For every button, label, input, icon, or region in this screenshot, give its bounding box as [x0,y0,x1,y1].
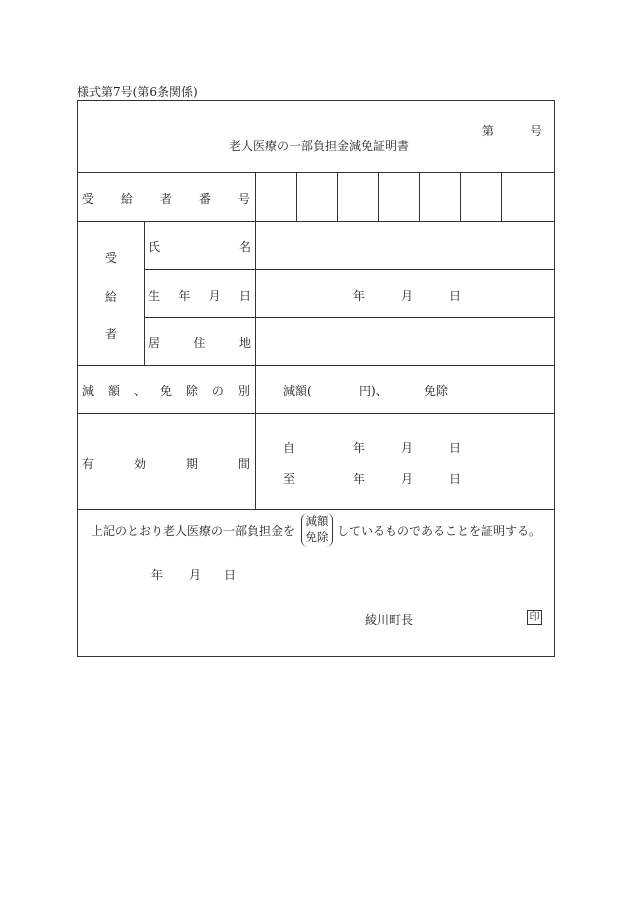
label-char: 日 [238,289,251,303]
label-char: 効 [133,457,146,471]
label-char: 生 [148,289,161,303]
reduction-amount-close: 円)、 [359,384,388,398]
certification-date-month-unit: 月 [189,568,202,582]
row-divider-name [144,269,555,270]
label-char: 、 [133,384,146,398]
label-char: 住 [193,336,206,350]
label-char: 名 [238,240,251,254]
label-char: 間 [237,457,250,471]
label-char: 期 [185,457,198,471]
reduction-amount-open: 減額( [283,384,312,398]
label-char: 番 [198,192,211,206]
issuer-name: 綾川町長 [365,613,414,627]
bracket-option-reduction: 減額 [305,514,329,528]
birth-year-unit: 年 [353,289,366,303]
label-char: 地 [238,336,251,350]
certification-text-after: しているものであることを証明する。 [337,524,542,538]
label-char: 氏 [148,240,161,254]
certificate-number [482,122,542,139]
certificate-title: 老人医療の一部負担金減免証明書 [229,139,410,153]
label-char: 給 [120,192,133,206]
row-divider-header [77,172,555,173]
validity-to: 至 [283,472,296,486]
number-box-divider [460,172,461,221]
seal-mark: 印 [527,610,542,625]
row-divider-recipient [77,365,555,366]
recipient-number-label [82,190,250,207]
label-char: 居 [148,336,161,350]
validity-from: 自 [283,441,296,455]
label-char: 除 [185,384,198,398]
row-divider-birthdate [144,317,555,318]
label-char: 者 [159,192,172,206]
label-char: 有 [82,457,95,471]
label-char: 年 [178,289,191,303]
number-box-divider [378,172,379,221]
reduction-type-label [82,382,250,399]
address-label [148,334,251,351]
certification-date-day-unit: 日 [224,568,237,582]
birth-month-unit: 月 [401,289,414,303]
label-char: 免 [159,384,172,398]
label-char: 減 [82,384,95,398]
label-char: 額 [107,384,120,398]
number-box-divider [419,172,420,221]
validity-period-label [82,455,250,472]
name-label [148,238,251,255]
exemption-option: 免除 [424,384,449,398]
row-divider-recipient-number [77,221,555,222]
recipient-group-divider [144,221,145,365]
label-column-divider [255,172,256,509]
bracket-option-exemption: 免除 [305,530,329,544]
number-box-divider [501,172,502,221]
certificate-number-suffix: 号 [529,124,542,138]
birthdate-label [148,287,251,304]
reduction-exemption-bracket [301,513,333,547]
label-char: 月 [208,289,221,303]
number-box-divider [337,172,338,221]
label-char: 受 [82,192,95,206]
birth-day-unit: 日 [449,289,462,303]
validity-from-year-unit: 年 [353,441,366,455]
row-divider-validity [77,509,555,510]
label-char: の [211,384,224,398]
certificate-number-prefix: 第 [482,124,495,138]
certification-date-year-unit: 年 [151,568,164,582]
recipient-group-char: 給 [105,290,118,304]
recipient-group-char: 者 [105,327,118,341]
label-char: 別 [237,384,250,398]
row-divider-reduction [77,413,555,414]
validity-from-day-unit: 日 [449,441,462,455]
validity-to-month-unit: 月 [401,472,414,486]
label-char: 号 [237,192,250,206]
recipient-group-char: 受 [105,251,118,265]
certificate-frame [77,100,555,657]
validity-to-year-unit: 年 [353,472,366,486]
certification-text-before: 上記のとおり老人医療の一部負担金を [91,524,296,538]
validity-from-month-unit: 月 [401,441,414,455]
form-number-label: 様式第7号(第6条関係) [77,85,198,99]
number-box-divider [296,172,297,221]
validity-to-day-unit: 日 [449,472,462,486]
